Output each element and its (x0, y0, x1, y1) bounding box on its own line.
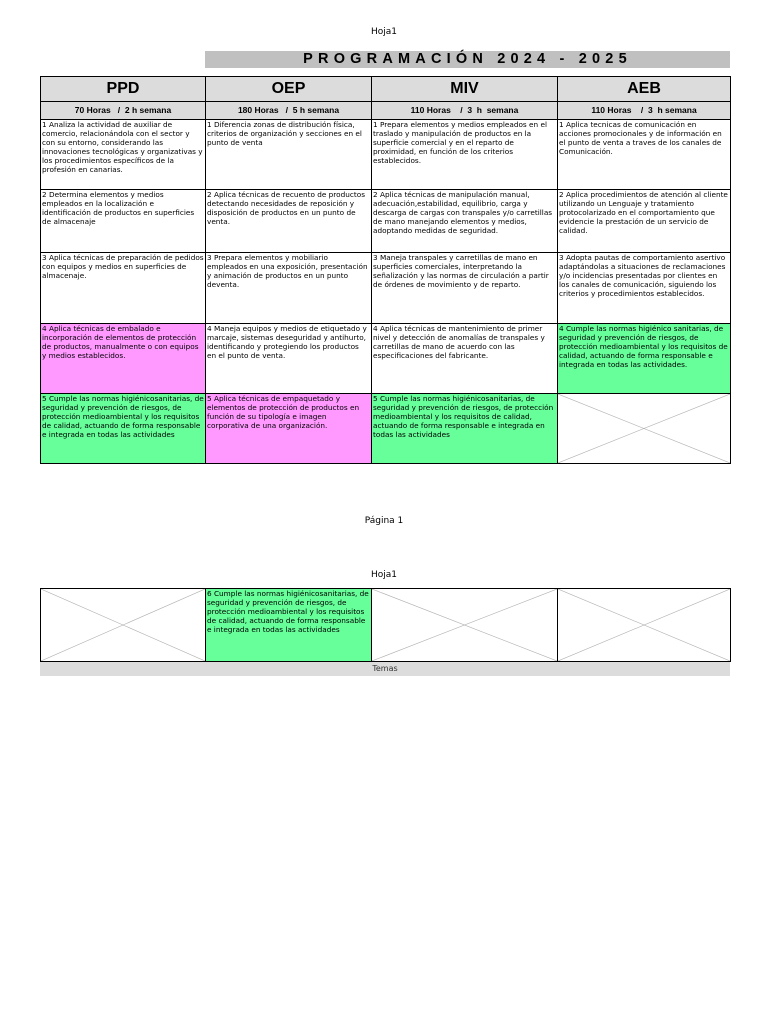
subject-ppd: PPD (41, 77, 206, 102)
cell-aeb-1: 1 Aplica tecnicas de comunicación en acciones promocionales y de información en el punto de venta a traves de los canales de Comunicación. (558, 120, 731, 190)
cell-ppd-1: 1 Analiza la actividad de auxiliar de comercio, relacionándola con el sector y con su entorno, considerando las innovaciones tecnológicas y organizativas y los procedimientos específicos de la profesión en canarias. (41, 120, 206, 190)
page-header-2: Hoja1 (370, 570, 397, 580)
table-row (41, 253, 731, 324)
programming-table-continued (40, 588, 731, 662)
cell-ppd-4: 4 Aplica técnicas de embalado e incorporación de elementos de protección de productos, manualmente o con equipos y medios establecidos. (41, 324, 206, 394)
cell-oep-2: 2 Aplica técnicas de recuento de productos detectando necesidades de reposición y disposición de productos en un punto de venta. (206, 190, 372, 253)
cross-placeholder-icon (41, 589, 205, 661)
cell-oep-1: 1 Diferencia zonas de distribución física, criterios de organización y secciones en el punto de venta (206, 120, 372, 190)
empty-cell (558, 394, 731, 464)
cell-ppd-2: 2 Determina elementos y medios empleados en la localización e identificación de productos en superficies de almacenaje (41, 190, 206, 253)
cross-placeholder-icon (558, 589, 730, 661)
cell-miv-5: 5 Cumple las normas higiénicosanitarias, de seguridad y prevención de riesgos, de protección medioambiental y los requisitos de calidad, actuando de forma responsable e integrada en todas las actividades (372, 394, 558, 464)
hours-ppd: 70 Horas / 2 h semana (41, 102, 206, 120)
cell-aeb-4: 4 Cumple las normas higiénico sanitarias, de seguridad y prevención de riesgos, de protección medioambiental y los requisitos de calidad, actuando de forma responsable e integrada en todas las actividades. (558, 324, 731, 394)
programming-table (40, 76, 731, 464)
page-header: Hoja1 (370, 27, 397, 37)
table-row (41, 120, 731, 190)
cell-ppd-5: 5 Cumple las normas higiénicosanitarias, de seguridad y prevención de riesgos, de protección medioambiental y los requisitos de calidad, actuando de forma responsable e integrada en todas las actividades (41, 394, 206, 464)
cross-placeholder-icon (558, 394, 730, 463)
sheet-tab-temas[interactable]: Temas (40, 662, 730, 676)
cell-oep-3: 3 Prepara elementos y mobiliario empleados en una exposición, presentación y animación de productos en un punto deventa. (206, 253, 372, 324)
cross-placeholder-icon (372, 589, 557, 661)
cell-aeb-3: 3 Adopta pautas de comportamiento asertivo adaptándolas a situaciones de reclamaciones y/o incidencias presentadas por clientes en los canales de comunicación, siguiendo los criterios y procedimientos establecidos. (558, 253, 731, 324)
table-row (41, 324, 731, 394)
cell-oep-5: 5 Aplica técnicas de empaquetado y elementos de protección de productos en función de su tipología e imagen corporativa de una organización. (206, 394, 372, 464)
table-row (41, 394, 731, 464)
subject-oep: OEP (206, 77, 372, 102)
hours-miv: 110 Horas / 3 h semana (372, 102, 558, 120)
cell-oep-4: 4 Maneja equipos y medios de etiquetado y marcaje, sistemas deseguridad y antihurto, identificando y protegiendo los productos en el punto de venta. (206, 324, 372, 394)
empty-cell (372, 589, 558, 662)
subject-miv: MIV (372, 77, 558, 102)
page-footer: Página 1 (364, 516, 404, 526)
subject-row (41, 77, 731, 102)
cell-miv-2: 2 Aplica técnicas de manipulación manual, adecuación,estabilidad, equilibrio, carga y descarga de cargas con transpales y/o carretillas de mano manejando elementos y medios, adoptando medidas de seguridad. (372, 190, 558, 253)
subject-aeb: AEB (558, 77, 731, 102)
hours-row (41, 102, 731, 120)
empty-cell (558, 589, 731, 662)
cell-miv-1: 1 Prepara elementos y medios empleados en el traslado y manipulación de productos en la superficie comercial y en el reparto de proximidad, en función de los criterios establecidos. (372, 120, 558, 190)
cell-miv-3: 3 Maneja transpales y carretillas de mano en superficies comerciales, interpretando la señalización y las normas de circulación a partir de órdenes de movimiento y de reparto. (372, 253, 558, 324)
cell-oep-6: 6 Cumple las normas higiénicosanitarias, de seguridad y prevención de riesgos, de protección medioambiental y los requisitos de calidad, actuando de forma responsable e integrada en todas las actividades (206, 589, 372, 662)
hours-aeb: 110 Horas / 3 h semana (558, 102, 731, 120)
table-row (41, 589, 731, 662)
hours-oep: 180 Horas / 5 h semana (206, 102, 372, 120)
cell-miv-4: 4 Aplica técnicas de mantenimiento de primer nivel y detección de anomalías de transpales y carretillas de mano de acuerdo con las especificaciones del fabricante. (372, 324, 558, 394)
cell-aeb-2: 2 Aplica procedimientos de atención al cliente utilizando un Lenguaje y tratamiento protocolarizado en el comportamiento que evidencie la prestación de un servicio de calidad. (558, 190, 731, 253)
empty-cell (41, 589, 206, 662)
cell-ppd-3: 3 Aplica técnicas de preparación de pedidos con equipos y medios en superficies de almacenaje. (41, 253, 206, 324)
table-row (41, 190, 731, 253)
page-title: PROGRAMACIÓN 2024 - 2025 (205, 51, 730, 68)
